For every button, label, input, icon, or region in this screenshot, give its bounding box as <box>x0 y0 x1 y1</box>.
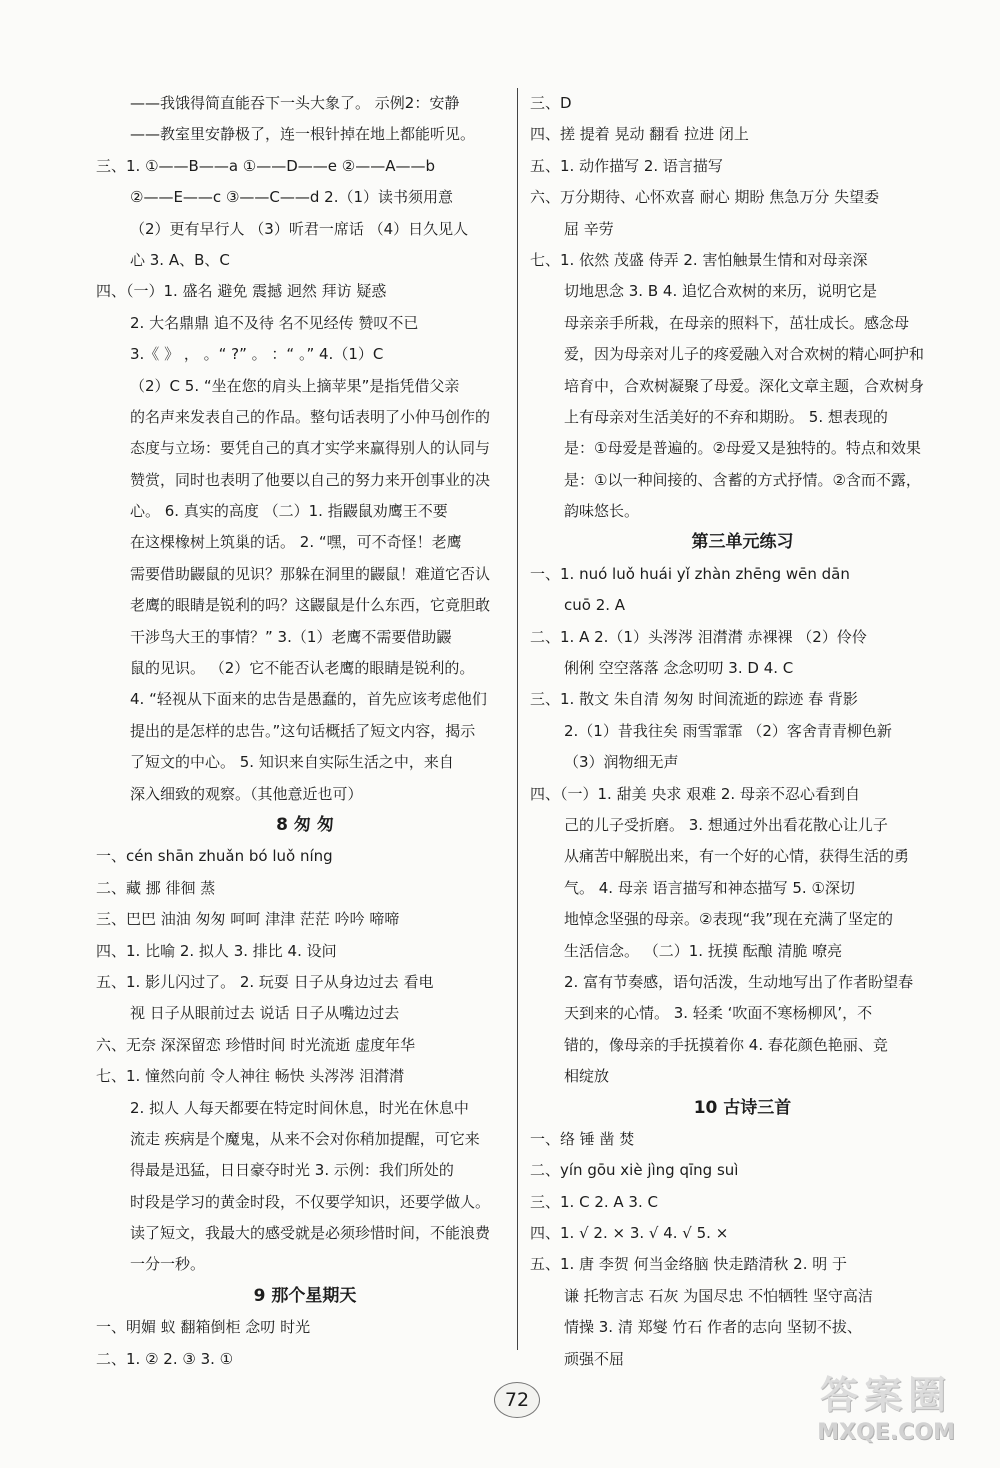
answer-line: 赞赏，同时也表明了他要以自己的努力来开创事业的决 <box>130 470 491 489</box>
answer-line: 一分一秒。 <box>130 1255 206 1274</box>
answer-line: 深入细致的观察。（其他意近也可） <box>130 784 363 803</box>
answer-line: （3）润物细无声 <box>564 753 679 772</box>
answer-line: 二、藏 挪 徘徊 蒸 <box>96 878 216 897</box>
answer-line: 七、1. 憧然向前 令人神往 畅快 头涔涔 泪潸潸 <box>96 1067 405 1086</box>
answer-line: 二、yín gōu xiè jìng qīng suì <box>530 1161 739 1180</box>
answer-line: 四、1. 比喻 2. 拟人 3. 排比 4. 设问 <box>96 941 337 960</box>
answer-line: 提出的是怎样的忠告。”这句话概括了短文内容，揭示 <box>130 721 476 740</box>
answer-line: 得最是迅猛，日日豪夺时光 3. 示例：我们所处的 <box>130 1161 454 1180</box>
answer-line: 二、1. ② 2. ③ 3. ① <box>96 1349 234 1368</box>
answer-line: 2. 拟人 人每天都要在特定时间休息，时光在休息中 <box>130 1098 469 1117</box>
answer-line: 读了短文，我最大的感受就是必须珍惜时间，不能浪费 <box>130 1224 491 1243</box>
answer-line: 了短文的中心。 5. 知识来自实际生活之中，来自 <box>130 753 454 772</box>
answer-line: 视 日子从眼前过去 说话 日子从嘴边过去 <box>130 1004 400 1023</box>
answer-line: 六、无奈 深深留恋 珍惜时间 时光流逝 虚度年华 <box>96 1035 416 1054</box>
answer-line: 2. 大名鼎鼎 追不及待 名不见经传 赞叹不已 <box>130 313 419 332</box>
section-heading: 10 古诗三首 <box>693 1097 792 1118</box>
answer-line: 三、1. C 2. A 3. C <box>530 1192 658 1211</box>
answer-line: cuō 2. A <box>564 596 626 615</box>
answer-line: 一、cén shān zhuǎn bó luǒ níng <box>96 847 333 866</box>
answer-line: 时段是学习的黄金时段，不仅要学知识，还要学做人。 <box>130 1192 491 1211</box>
column-divider <box>517 88 518 1350</box>
answer-line: ——我饿得简直能吞下一头大象了。 示例2：安静 <box>130 94 460 112</box>
answer-line: 五、1. 影儿闪过了。 2. 玩耍 日子从身边过去 看电 <box>96 972 434 991</box>
answer-line: 天到来的心情。 3. 轻柔 ‘吹面不寒杨柳风’，不 <box>564 1004 873 1023</box>
answer-line: 三、1. ①——B——a ①——D——e ②——A——b <box>96 156 436 175</box>
answer-line: 四、（一）1. 盛名 避免 震撼 迥然 拜访 疑惑 <box>96 282 387 301</box>
answer-line: 干涉鸟大王的事情？” 3.（1）老鹰不需要借助鼹 <box>130 627 452 646</box>
section-heading: 第三单元练习 <box>691 532 794 553</box>
answer-line: 在这棵橡树上筑巢的话。 2. “嘿，可不奇怪！老鹰 <box>130 533 462 552</box>
section-heading: 8 匆 匆 <box>276 814 334 835</box>
answer-line: 3.《 》 ， 。“ ?” 。 ：“ 。” 4.（1）C <box>130 345 384 364</box>
answer-line: 四、（一）1. 甜美 央求 艰难 2. 母亲不忍心看到自 <box>530 784 860 803</box>
answer-line: 是：①以一种间接的、含蓄的方式抒情。②含而不露， <box>564 470 921 489</box>
answer-line: 生活信念。 （二）1. 抚摸 酝酿 清脆 嘹亮 <box>564 941 843 960</box>
answer-line: 一、明媚 蚁 翻箱倒柜 念叨 时光 <box>96 1318 311 1337</box>
page-number: 72 <box>494 1382 540 1418</box>
answer-line: 情操 3. 清 郑燮 竹石 作者的志向 坚韧不拔、 <box>564 1318 862 1337</box>
answer-line: 2. 富有节奏感，语句活泼，生动地写出了作者盼望春 <box>564 972 914 991</box>
answer-line: 心。 6. 真实的高度 （二）1. 指鼹鼠劝鹰王不要 <box>130 502 448 521</box>
answer-line: 三、1. 散文 朱自清 匆匆 时间流逝的踪迹 春 背影 <box>530 690 858 709</box>
answer-line: 从痛苦中解脱出来，有一个好的心情，获得生活的勇 <box>564 847 910 866</box>
answer-line: 态度与立场：要凭自己的真才实学来赢得别人的认同与 <box>130 439 491 458</box>
answer-line: 培育中，合欢树凝聚了母爱。深化文章主题，合欢树身 <box>564 376 925 395</box>
answer-line: 流走 疾病是个魔鬼，从来不会对你稍加提醒，可它来 <box>130 1129 480 1148</box>
answer-line: 爱，因为母亲对儿子的疼爱融入对合欢树的精心呵护和 <box>564 345 925 364</box>
answer-line: 错的，像母亲的手抚摸着你 4. 春花颜色艳丽、竞 <box>564 1035 888 1054</box>
answer-line: 切地思念 3. B 4. 追忆合欢树的来历，说明它是 <box>564 282 877 301</box>
answer-line: 需要借助鼹鼠的见识？那躲在洞里的鼹鼠！难道它否认 <box>130 564 491 583</box>
answer-line: 四、1. √ 2. × 3. √ 4. √ 5. × <box>530 1224 729 1243</box>
answer-line: 四、搓 提着 晃动 翻看 拉进 闭上 <box>530 125 749 144</box>
answer-line: 谦 托物言志 石灰 为国尽忠 不怕牺牲 坚守高洁 <box>564 1286 873 1305</box>
answer-line: 三、D <box>530 94 572 112</box>
right-column <box>530 88 955 1375</box>
answer-line: 七、1. 依然 茂盛 侍弄 2. 害怕触景生情和对母亲深 <box>530 250 868 269</box>
answer-line: 气。 4. 母亲 语言描写和神态描写 5. ①深切 <box>564 878 855 897</box>
answer-line: 己的儿子受折磨。 3. 想通过外出看花散心让儿子 <box>564 815 888 834</box>
answer-line: 顽强不屈 <box>564 1349 625 1368</box>
answer-line: 相绽放 <box>564 1067 610 1086</box>
answer-line: 二、1. A 2.（1）头涔涔 泪潸潸 赤裸裸 （2）伶伶 <box>530 627 867 646</box>
section-heading: 9 那个星期天 <box>253 1285 357 1306</box>
answer-line: （2）C 5. “坐在您的肩头上摘苹果”是指凭借父亲 <box>130 376 460 395</box>
answer-line: 三、巴巴 油油 匆匆 呵呵 津津 茫茫 吟吟 啼啼 <box>96 910 400 929</box>
answer-line: 2.（1）昔我往矣 雨雪霏霏 （2）客舍青青柳色新 <box>564 721 892 740</box>
watermark-url: MXQE.COM <box>817 1420 955 1445</box>
answer-line: 五、1. 唐 李贺 何当金络脑 快走踏清秋 2. 明 于 <box>530 1255 848 1274</box>
watermark-logo: 答案圈 <box>819 1373 952 1417</box>
answer-line: ②——E——c ③——C——d 2.（1）读书须用意 <box>130 188 454 207</box>
answer-line: ——教室里安静极了，连一根针掉在地上都能听见。 <box>130 125 476 144</box>
answer-line: 地悼念坚强的母亲。②表现“我”现在充满了坚定的 <box>564 910 893 929</box>
left-column <box>96 88 514 1375</box>
answer-line: （2）更有早行人 （3）听君一席话 （4）日久见人 <box>130 219 469 238</box>
answer-line: 母亲亲手所栽，在母亲的照料下，茁壮成长。感念母 <box>564 313 910 332</box>
answer-line: 屈 辛劳 <box>564 219 614 238</box>
answer-line: 五、1. 动作描写 2. 语言描写 <box>530 156 723 175</box>
answer-line: 老鹰的眼睛是锐利的吗？这鼹鼠是什么东西，它竟胆敢 <box>130 596 491 615</box>
answer-line: 的名声来发表自己的作品。整句话表明了小仲马创作的 <box>130 407 491 426</box>
answer-line: 六、万分期待、心怀欢喜 耐心 期盼 焦急万分 失望委 <box>530 188 880 207</box>
watermark <box>786 1372 986 1454</box>
answer-line: 是：①母爱是普遍的。②母爱又是独特的。特点和效果 <box>564 439 921 458</box>
answer-line: 上有母亲对生活美好的不弃和期盼。 5. 想表现的 <box>564 407 888 426</box>
answer-line: 心 3. A、B、C <box>130 250 230 269</box>
answer-line: 俐俐 空空落落 念念叨叨 3. D 4. C <box>564 659 794 678</box>
answer-line: 4. “轻视从下面来的忠告是愚蠢的，首先应该考虑他们 <box>130 690 487 709</box>
answer-line: 一、络 锤 凿 焚 <box>530 1129 635 1148</box>
answer-line: 一、1. nuó luǒ huái yǐ zhàn zhēng wēn dān <box>530 564 850 583</box>
answer-line: 韵味悠长。 <box>564 502 640 521</box>
answer-line: 鼠的见识。 （2）它不能否认老鹰的眼睛是锐利的。 <box>130 659 475 678</box>
